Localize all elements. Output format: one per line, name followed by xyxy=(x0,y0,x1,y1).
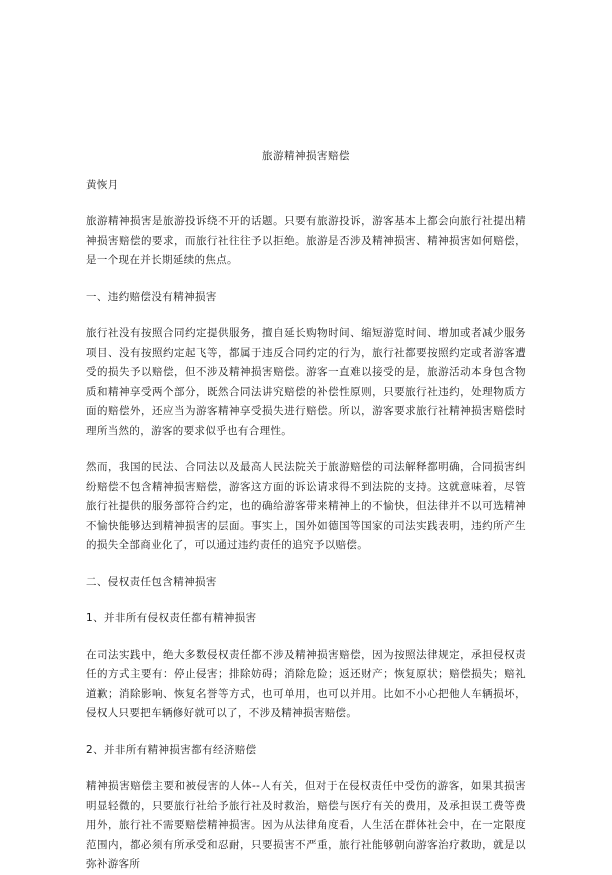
subheading-2-2: 2、并非所有精神损害都有经济赔偿 xyxy=(86,743,257,756)
heading-section-1: 一、违约赔偿没有精神损害 xyxy=(86,290,217,303)
paragraph-1-2: 然而，我国的民法、合同法以及最高人民法院关于旅游赔偿的司法解释都明确，合同损害纠纷赔偿不包含精神损害赔偿，游客这方面的诉讼请求得不到法院的支持。这就意味着，尽管旅行社提供的服务部符合约定，也的确给游客带来精神上的不愉快，但法律并不以可选精神不愉快能够达到精神损害的层面。事实上，国外如德国等国家的司法实践表明，违约所产生的损失全部商业化了，可以通过违约责任的追究予以赔偿。 xyxy=(86,461,526,551)
page-title: 旅游精神损害赔偿 xyxy=(262,150,350,162)
paragraph-2-2-1: 精神损害赔偿主要和被侵害的人体--人有关，但对于在侵权责任中受伤的游客，如果其损害明显轻微的，只要旅行社给予旅行社及时救治，赔偿与医疗有关的费用，及承担误工费等费用外，旅行社不需要赔偿精神损害。因为从法律角度看，人生活在群体社会中，在一定限度范围内，都必须有所承受和忍耐，只要损害不严重，旅行社能够朝向游客治疗救助，就是以弥补游客所 xyxy=(86,780,526,870)
heading-section-2: 二、侵权责任包含精神损害 xyxy=(86,575,217,588)
subheading-2-1: 1、并非所有侵权责任都有精神损害 xyxy=(86,612,257,624)
author-byline: 黄恢月 xyxy=(86,179,119,191)
paragraph-intro: 旅游精神损害是旅游投诉绕不开的话题。只要有旅游投诉，游客基本上都会向旅行社提出精神损害赔偿的要求，而旅行社往往予以拒绝。旅游是否涉及精神损害、精神损害如何赔偿，是一个现在并长期延续的焦点。 xyxy=(86,215,526,266)
paragraph-1-1: 旅行社没有按照合同约定提供服务，擅自延长购物时间、缩短游览时间、增加或者减少服务项目、没有按照约定起飞等，都属于违反合同约定的行为，旅行社都要按照约定或者游客遭受的损失予以赔偿，但不涉及精神损害赔偿。游客一直难以接受的是，旅游活动本身包含物质和精神享受两个部分，既然合同法讲究赔偿的补偿性原则，只要旅行社违约，处理物质方面的赔偿外，还应当为游客精神享受损失进行赔偿。所以，游客要求旅行社精神损害赔偿时理所当然的，游客的要求似乎也有合理性。 xyxy=(86,327,526,437)
paragraph-2-1-1: 在司法实践中，绝大多数侵权责任都不涉及精神损害赔偿，因为按照法律规定，承担侵权责任的方式主要有：停止侵害；排除妨碍；消除危险；返还财产；恢复原状；赔偿损失；赔礼道歉；消除影响、恢复名誉等方式，也可单用，也可以并用。比如不小心把他人车辆损坏，侵权人只要把车辆修好就可以了，不涉及精神损害赔偿。 xyxy=(86,648,526,719)
document-body xyxy=(86,148,526,875)
